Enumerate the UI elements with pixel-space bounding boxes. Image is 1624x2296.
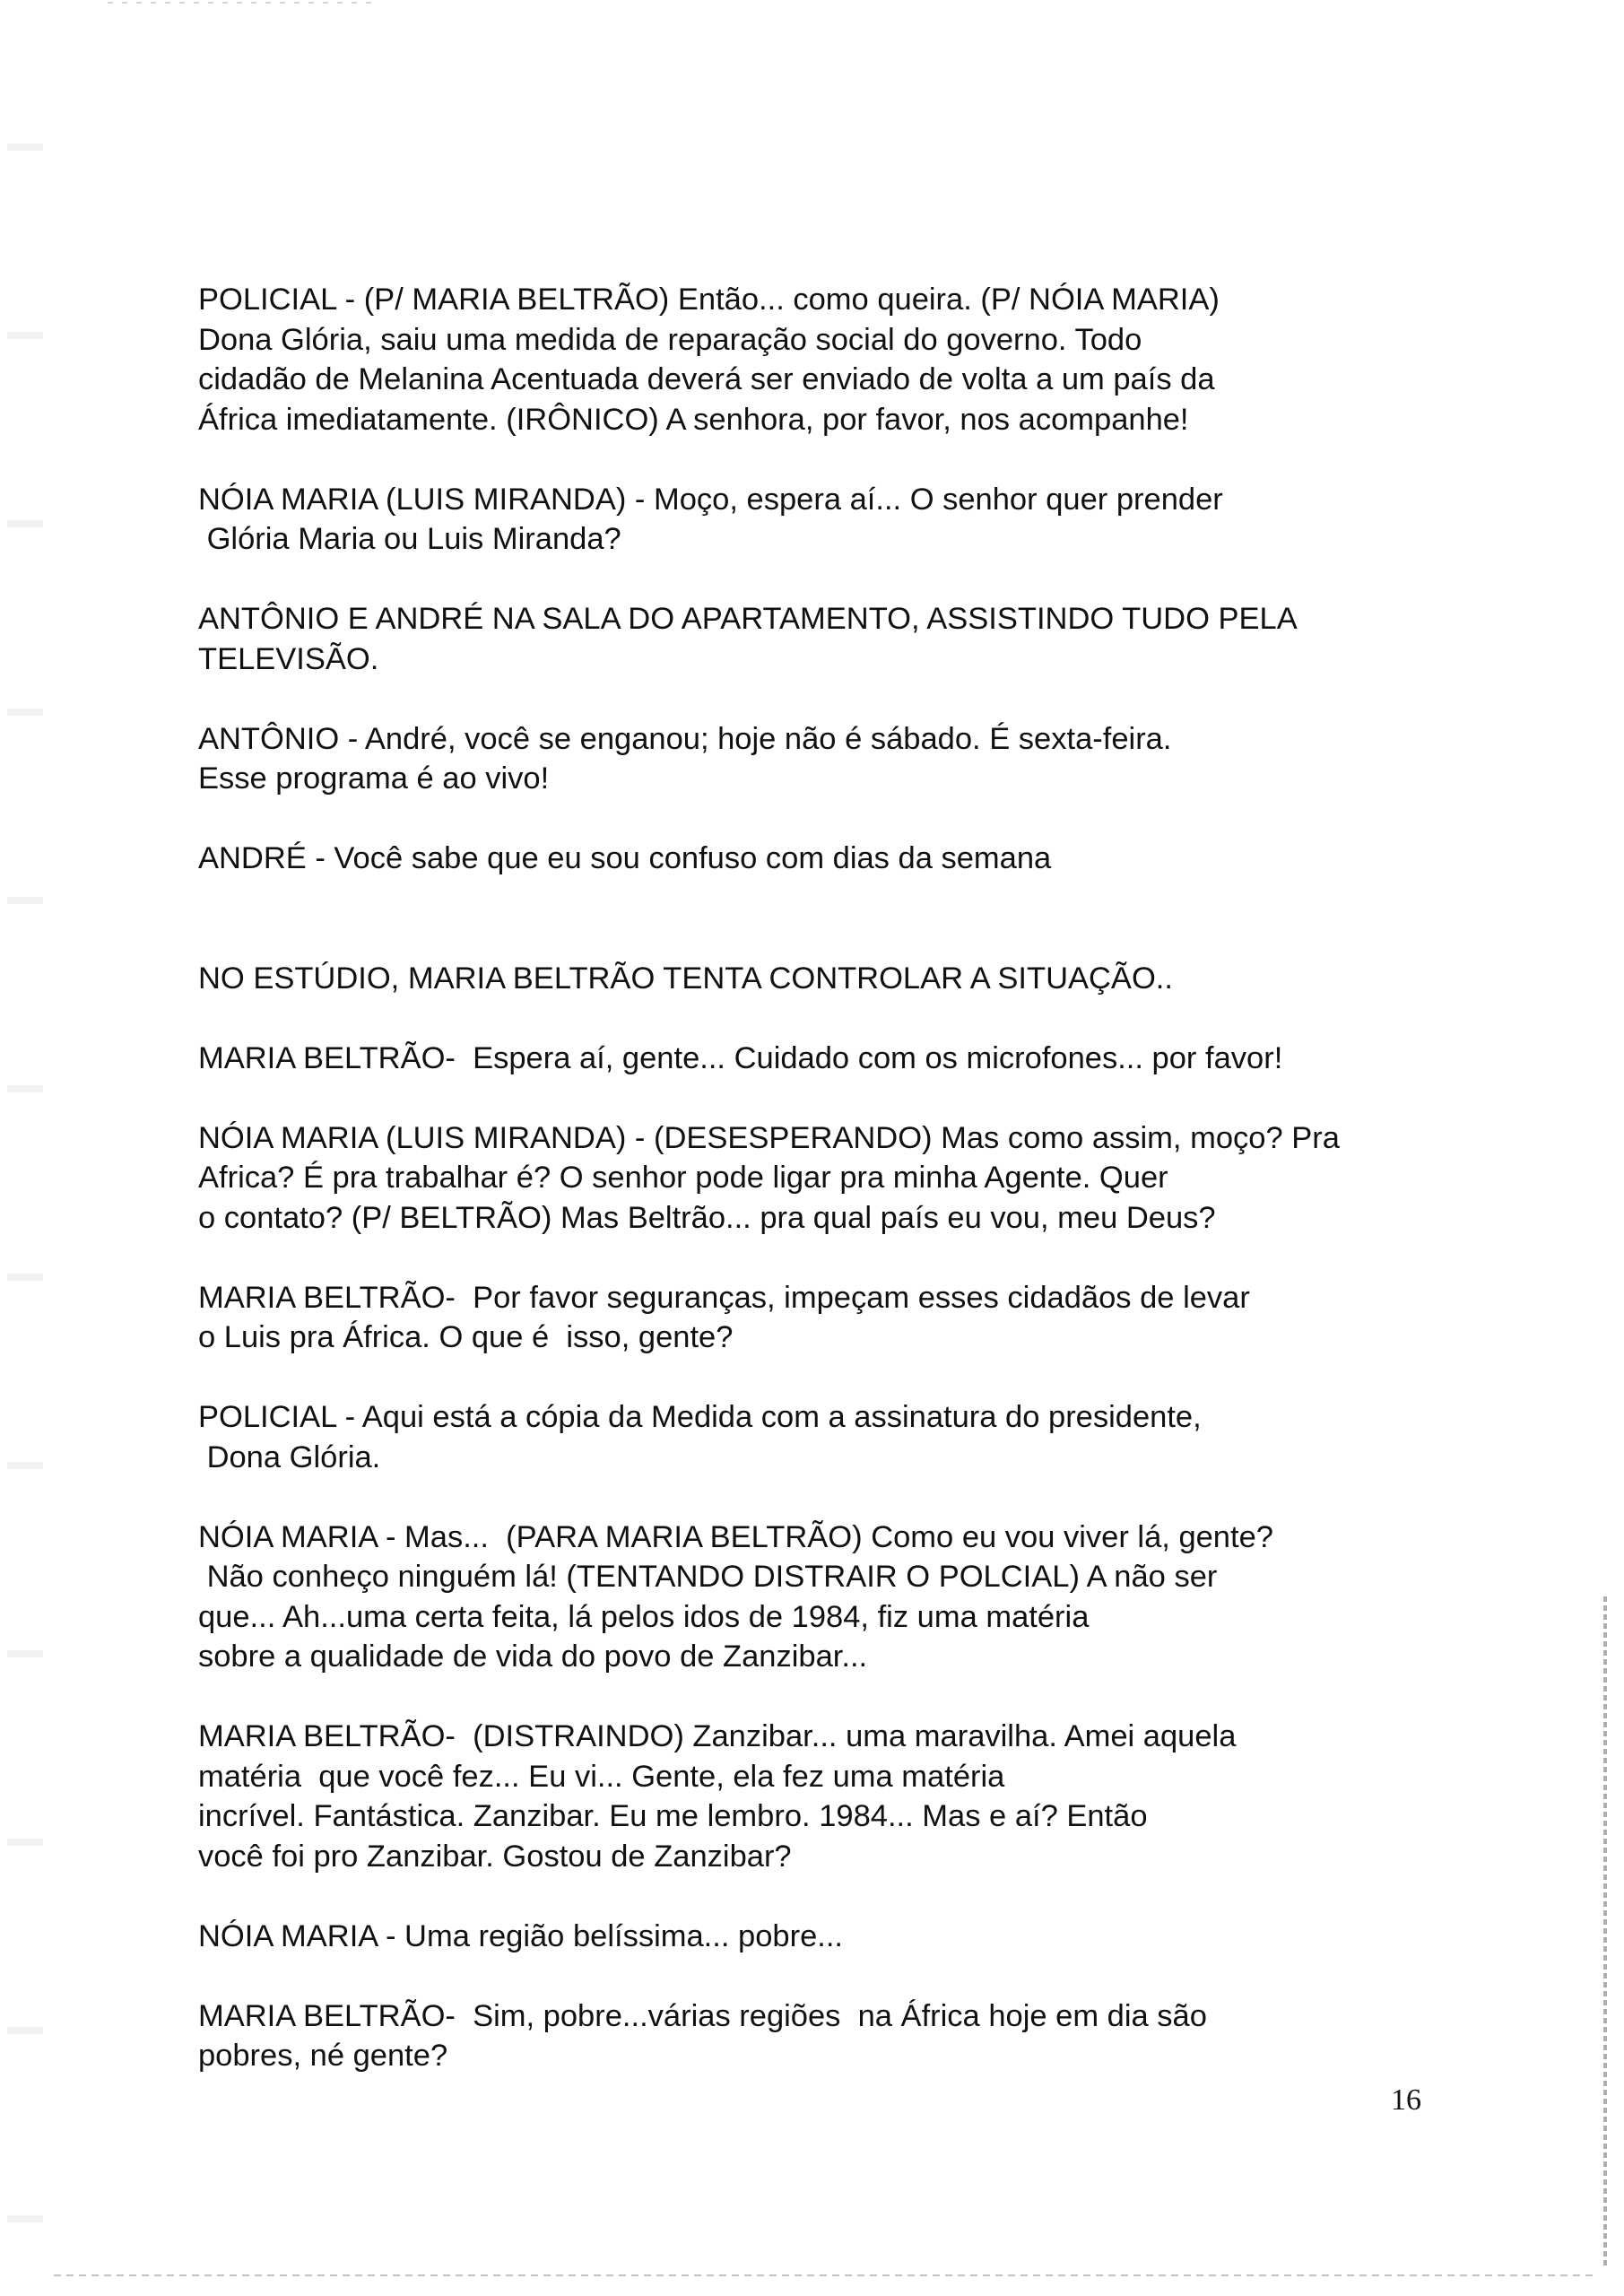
script-line: ANDRÉ - Você sabe que eu sou confuso com dias da semana	[198, 841, 1052, 875]
script-paragraph	[198, 280, 1472, 439]
script-paragraph	[198, 1917, 1472, 1957]
script-line: POLICIAL - Aqui está a cópia da Medida com a assinatura do presidente,	[198, 1400, 1202, 1434]
script-line: Dona Glória, saiu uma medida de reparação social do governo. Todo	[198, 322, 1142, 357]
script-paragraph	[198, 719, 1472, 799]
script-paragraph	[198, 1118, 1472, 1239]
script-line: sobre a qualidade de vida do povo de Zanzibar...	[198, 1639, 868, 1674]
script-paragraph	[198, 959, 1472, 999]
script-line: MARIA BELTRÃO- Sim, pobre...várias regiões na África hoje em dia são	[198, 1998, 1207, 2033]
scan-artifact-top	[108, 2, 377, 4]
script-line: MARIA BELTRÃO- Por favor seguranças, impeçam esses cidadãos de levar	[198, 1280, 1250, 1315]
script-paragraph	[198, 599, 1472, 679]
scan-artifact-right-edge	[1603, 1596, 1607, 2269]
script-line: você foi pro Zanzibar. Gostou de Zanzibar?	[198, 1839, 792, 1874]
script-line: NO ESTÚDIO, MARIA BELTRÃO TENTA CONTROLAR A SITUAÇÃO..	[198, 961, 1173, 996]
script-paragraph	[198, 1996, 1472, 2076]
script-line: África imediatamente. (IRÔNICO) A senhora, por favor, nos acompanhe!	[198, 402, 1189, 437]
script-line: Dona Glória.	[198, 1439, 381, 1474]
script-line: o contato? (P/ BELTRÃO) Mas Beltrão... pra qual país eu vou, meu Deus?	[198, 1200, 1216, 1235]
script-line: TELEVISÃO.	[198, 641, 379, 676]
script-body	[198, 280, 1472, 2116]
blank-line	[198, 918, 1472, 959]
script-line: cidadão de Melanina Acentuada deverá ser enviado de volta a um país da	[198, 362, 1215, 396]
script-line: Africa? É pra trabalhar é? O senhor pode ligar pra minha Agente. Quer	[198, 1161, 1168, 1195]
script-line: incrível. Fantástica. Zanzibar. Eu me lembro. 1984... Mas e aí? Então	[198, 1799, 1148, 1833]
script-line: Não conheço ninguém lá! (TENTANDO DISTRAIR O POLCIAL) A não ser	[198, 1560, 1218, 1594]
script-line: MARIA BELTRÃO- Espera aí, gente... Cuidado com os microfones... por favor!	[198, 1040, 1283, 1075]
script-line: matéria que você fez... Eu vi... Gente, ela fez uma matéria	[198, 1759, 1005, 1794]
script-line: MARIA BELTRÃO- (DISTRAINDO) Zanzibar... uma maravilha. Amei aquela	[198, 1719, 1237, 1753]
scan-artifact-left-margin	[7, 36, 43, 2278]
script-line: POLICIAL - (P/ MARIA BELTRÃO) Então... como queira. (P/ NÓIA MARIA)	[198, 283, 1220, 317]
script-line: NÓIA MARIA (LUIS MIRANDA) - (DESESPERANDO) Mas como assim, moço? Pra	[198, 1120, 1340, 1155]
script-line: pobres, né gente?	[198, 2039, 448, 2073]
script-line: NÓIA MARIA - Mas... (PARA MARIA BELTRÃO) Como eu vou viver lá, gente?	[198, 1519, 1273, 1554]
script-paragraph	[198, 1039, 1472, 1079]
script-line: ANTÔNIO E ANDRÉ NA SALA DO APARTAMENTO, ASSISTINDO TUDO PELA	[198, 602, 1298, 636]
script-paragraph	[198, 1397, 1472, 1477]
script-line: ANTÔNIO - André, você se enganou; hoje não é sábado. É sexta-feira.	[198, 721, 1172, 756]
script-line: o Luis pra África. O que é isso, gente?	[198, 1320, 734, 1354]
script-line: Glória Maria ou Luis Miranda?	[198, 522, 621, 556]
scan-artifact-bottom-edge	[54, 2274, 1596, 2276]
script-paragraph	[198, 1518, 1472, 1677]
page-number: 16	[1391, 2083, 1421, 2117]
script-line: que... Ah...uma certa feita, lá pelos idos de 1984, fiz uma matéria	[198, 1599, 1090, 1634]
script-paragraph	[198, 480, 1472, 560]
script-line: NÓIA MARIA - Uma região belíssima... pobre...	[198, 1918, 844, 1953]
script-line: NÓIA MARIA (LUIS MIRANDA) - Moço, espera aí... O senhor quer prender	[198, 482, 1223, 517]
script-paragraph	[198, 839, 1472, 879]
script-paragraph	[198, 1278, 1472, 1358]
script-line: Esse programa é ao vivo!	[198, 761, 550, 796]
script-paragraph	[198, 1717, 1472, 1876]
